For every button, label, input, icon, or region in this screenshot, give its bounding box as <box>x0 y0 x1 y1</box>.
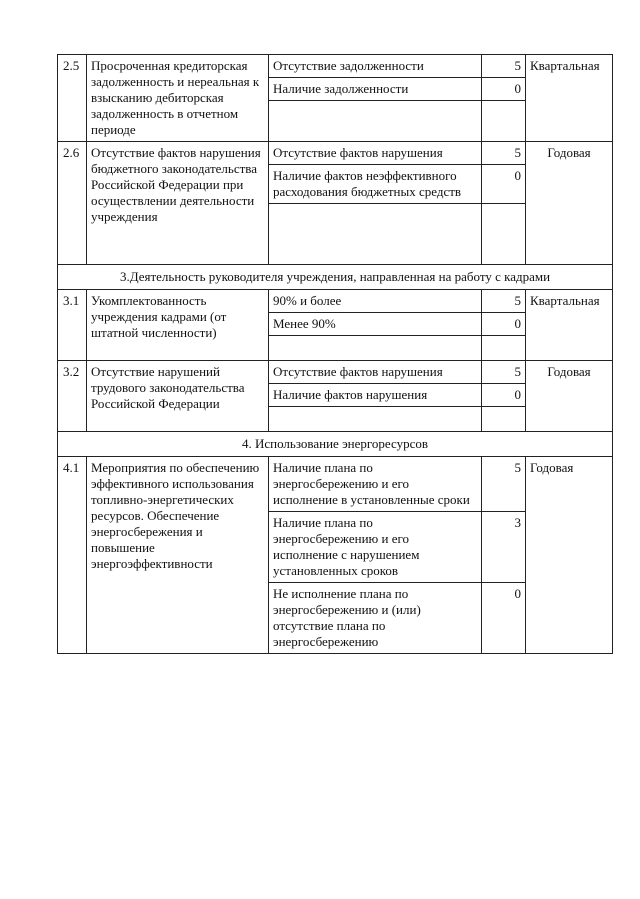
table-row <box>58 457 613 512</box>
criterion-points: 5 <box>482 142 526 165</box>
indicator-name: Отсутствие нарушений трудового законодательства Российской Федерации <box>87 361 269 432</box>
criterion-points: 0 <box>482 583 526 654</box>
section-title: 4. Использование энергоресурсов <box>58 432 613 457</box>
reporting-period: Годовая <box>526 457 613 654</box>
reporting-period: Годовая <box>526 361 613 432</box>
indicator-name: Укомплектованность учреждения кадрами (от штатной численности) <box>87 290 269 361</box>
empty-cell <box>269 204 482 265</box>
empty-cell <box>482 204 526 265</box>
criterion-text: Отсутствие фактов нарушения <box>269 142 482 165</box>
row-number: 3.1 <box>58 290 87 361</box>
reporting-period: Квартальная <box>526 55 613 142</box>
indicator-name: Мероприятия по обеспечению эффективного использования топливно-энергетических ресурсов. Обеспечение энергосбережения и повышение энергоэффективности <box>87 457 269 654</box>
reporting-period: Годовая <box>526 142 613 265</box>
criterion-text: Отсутствие фактов нарушения <box>269 361 482 384</box>
criterion-points: 5 <box>482 55 526 78</box>
criterion-points: 5 <box>482 457 526 512</box>
criterion-text: Наличие плана по энергосбережению и его исполнение с нарушением установленных сроков <box>269 512 482 583</box>
table-row <box>58 290 613 313</box>
criterion-points: 5 <box>482 361 526 384</box>
table-row <box>58 361 613 384</box>
table-row <box>58 142 613 165</box>
empty-cell <box>482 407 526 432</box>
criterion-text: 90% и более <box>269 290 482 313</box>
section-title: 3.Деятельность руководителя учреждения, направленная на работу с кадрами <box>58 265 613 290</box>
empty-cell <box>269 101 482 142</box>
table-row <box>58 55 613 78</box>
empty-cell <box>482 101 526 142</box>
row-number: 4.1 <box>58 457 87 654</box>
row-number: 2.6 <box>58 142 87 265</box>
criterion-points: 0 <box>482 165 526 204</box>
reporting-period: Квартальная <box>526 290 613 361</box>
empty-cell <box>269 336 482 361</box>
indicator-name: Отсутствие фактов нарушения бюджетного законодательства Российской Федерации при осуществлении деятельности учреждения <box>87 142 269 265</box>
criterion-text: Наличие фактов нарушения <box>269 384 482 407</box>
criterion-points: 5 <box>482 290 526 313</box>
empty-cell <box>482 336 526 361</box>
criterion-points: 0 <box>482 313 526 336</box>
indicator-name: Просроченная кредиторская задолженность и нереальная к взысканию дебиторская задолженность в отчетном периоде <box>87 55 269 142</box>
criterion-text: Отсутствие задолженности <box>269 55 482 78</box>
criterion-points: 3 <box>482 512 526 583</box>
criterion-text: Не исполнение плана по энергосбережению и (или) отсутствие плана по энергосбережению <box>269 583 482 654</box>
criterion-text: Наличие плана по энергосбережению и его исполнение в установленные сроки <box>269 457 482 512</box>
criterion-text: Наличие задолженности <box>269 78 482 101</box>
empty-cell <box>269 407 482 432</box>
criteria-table <box>57 54 613 654</box>
criterion-points: 0 <box>482 78 526 101</box>
criterion-points: 0 <box>482 384 526 407</box>
row-number: 3.2 <box>58 361 87 432</box>
criterion-text: Менее 90% <box>269 313 482 336</box>
section-header-row <box>58 265 613 290</box>
criterion-text: Наличие фактов неэффективного расходования бюджетных средств <box>269 165 482 204</box>
row-number: 2.5 <box>58 55 87 142</box>
section-header-row <box>58 432 613 457</box>
